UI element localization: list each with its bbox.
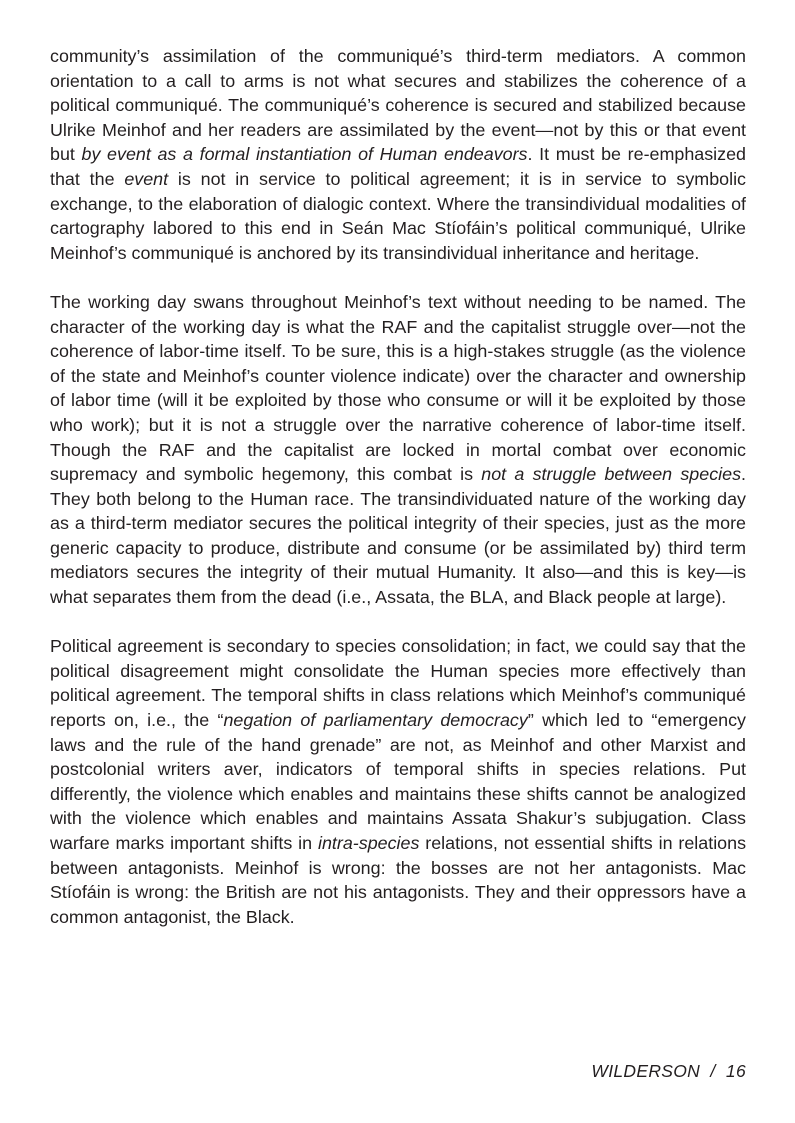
body-paragraph-3 — [50, 634, 746, 929]
body-paragraph-1 — [50, 44, 746, 265]
paragraph-2-text-1: The working day swans throughout Meinhof’s text without needing to be named. The character of the working day is what the RAF and the capitalist struggle over—not the coherence of labor-time itself. To be sure, this is a high-stakes struggle (as the violence of the state and Meinhof’s counter violence indicate) over the character and ownership of labor time (will it be exploited by those who consume or will it be exploited by those who work); but it is not a struggle over the narrative coherence of labor-time itself. Though the RAF and the capitalist are locked in mortal combat over economic supremacy and symbolic hegemony, this combat is — [50, 291, 746, 485]
footer-author: WILDERSON — [591, 1061, 701, 1081]
running-footer — [591, 1061, 746, 1082]
paragraph-2-text-2: . They both belong to the Human race. The transindividuated nature of the working day as a third-term mediator secures the political integrity of their species, just as the more generic capacity to produce, distribute and consume (or be assimilated by) third term mediators secures the integrity of their mutual Humanity. It also—and this is key—is what separates them from the dead (i.e., Assata, the BLA, and Black people at large). — [50, 464, 746, 608]
paragraph-1-italic-phrase-1: by event as a formal instantiation of Human endeavors — [81, 144, 528, 165]
body-paragraph-2 — [50, 290, 746, 610]
paragraph-1-text-3: is not in service to political agreement; it is in service to symbolic exchange, to the elaboration of dialogic context. Where the transindividual modalities of cartography labored to this end in Seán Mac Stíofáin’s political communiqué, Ulrike Meinhof’s communiqué is anchored by its transindividual inheritance and heritage. — [50, 168, 746, 263]
paragraph-2-italic-phrase-1: not a struggle between species — [481, 464, 742, 485]
paragraph-3-italic-phrase-2: intra-species — [317, 833, 420, 853]
paragraph-3-text-1: Political agreement is secondary to species consolidation; in fact, we could say that the political disagreement might consolidate the Human species more effectively than political agreement. The temporal shifts in class relations which Meinhof’s communiqué reports on, i.e., the “ — [50, 636, 746, 731]
paragraph-1-text-1: community’s assimilation of the communiqué’s third-term mediators. A common orientation to a call to arms is not what secures and stabilizes the coherence of a political communiqué. The communiqué’s coherence is secured and stabilized because Ulrike Meinhof and her readers are assimilated by the event—not by this or that event but — [50, 46, 746, 165]
paragraph-3-italic-phrase-1: negation of parliamentary democracy — [223, 710, 528, 731]
page-number: 16 — [725, 1061, 746, 1081]
footer-separator: / — [710, 1061, 716, 1081]
paragraph-1-italic-phrase-2: event — [124, 168, 169, 189]
paragraph-3-text-2: ” which led to “emergency laws and the rule of the hand grenade” are not, as Meinhof and other Marxist and postcolonial writers aver, indicators of temporal shifts in species relations. Put differently, the violence which enables and maintains these shifts cannot be analogized with the violence which enables and maintains Assata Shakur’s subjugation. Class warfare marks important shifts in — [50, 710, 747, 853]
page-body — [50, 44, 746, 929]
paragraph-3-text-3: relations, not essential shifts in relations between antagonists. Meinhof is wrong: the bosses are not her antagonists. Mac Stíofáin is wrong: the British are not his antagonists. They and their oppressors have a common antagonist, the Black. — [50, 833, 747, 927]
paragraph-1-text-2: . It must be re-emphasized that the — [50, 144, 746, 189]
